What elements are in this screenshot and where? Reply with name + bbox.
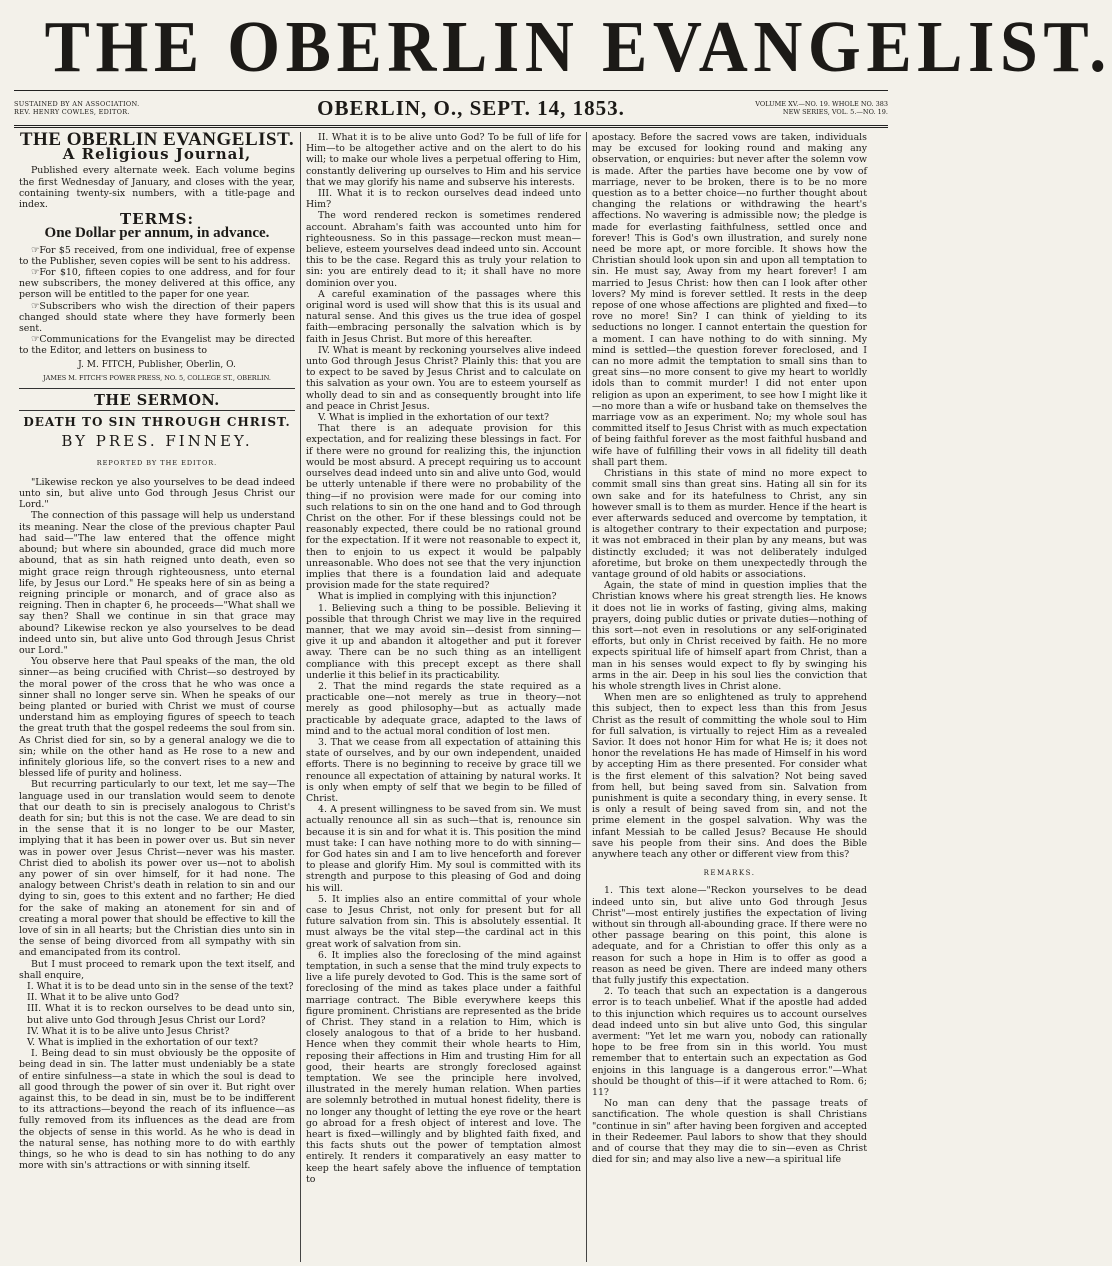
dateline — [14, 90, 888, 128]
enquiry-item: I. What it is to be dead unto sin in the sense of the text? — [27, 981, 294, 993]
enquiry-item: IV. What it is to be alive unto Jesus Christ? — [27, 1025, 230, 1037]
paragraph: Christians in this state of mind no more expect to commit small sins than great sins. Hating all sin for its own sake and for its hatefulness to Christ, any sin however small is to them as murder. Hence if the heart is ever afterwards seduced and overcome by temptation, it is altogether contrary to their expectation and purpose; it was not embraced in their plan by any means, but was distinctly excluded; it was not deliberately indulged aforetime, but broke on them unexpectedly through the vantage ground of old habits or associations. — [592, 468, 867, 580]
editor-line: REV. HENRY COWLES, EDITOR. — [14, 108, 130, 116]
paper-title: THE OBERLIN EVANGELIST. — [19, 129, 295, 150]
notice-item: ☞For $5 received, from one individual, free of expense to the Publisher, seven copies will be sent to his address. — [19, 244, 295, 267]
article-columns — [14, 129, 888, 1262]
enquiry-item: V. What is implied in the exhortation of our text? — [27, 1037, 259, 1049]
notice-item: ☞For $10, fifteen copies to one address, and for four new subscribers, the money delivered at this office, any person will be entitled to the paper for one year. — [19, 267, 295, 301]
paragraph: 4. A present willingness to be saved from sin. We must actually renounce all sin as such—that is, renounce sin because it is sin and for what it is. This position the mind must take: I can have nothing more to do with sinning—for God hates sin and I am to live henceforth and forever to please and glorify Him. My soul is committed with its strength and purpose to this pleasing of God and doing his will. — [306, 804, 581, 894]
paragraph: That there is an adequate provision for this expectation, and for realizing these blessings in fact. For if there were no ground for realizing this, the injunction would be most absurd. A precept requiring us to account ourselves dead indeed unto sin and alive unto God, would be utterly untenable if there were no probability of the thing—if no provision were made for our coming into such relations to sin on the one hand and to God through Christ on the other. For if these blessings could not be reasonably expected, there could be no rational ground for the expectation. If it were not reasonable to expect it, then to enjoin to us expect it would be palpably unreasonable. Who does not see that the very injunction implies that there is a foundation laid and adequate provision made for the state required? — [306, 423, 581, 592]
remarks-heading: REMARKS. — [703, 869, 756, 878]
notice-item: ☞Communications for the Evangelist may be directed to the Editor, and letters on business to — [19, 334, 295, 357]
enquiry-item: II. What it to be alive unto God? — [27, 992, 180, 1004]
paragraph: The connection of this passage will help us understand its meaning. Near the close of the previous chapter Paul had said—"The law entered that the offence might abound; but where sin abounded, grace did much more abound, that as sin hath reigned unto death, even so might grace reign through righteousness, unto eternal life, by Jesus our Lord." He speaks here of sin as being a reigning principle or monarch, and of grace also as reigning. Then in chapter 6, he proceeds—"What shall we say then? Shall we continue in sin that grace may abound? Likewise reckon ye also yourselves to be dead indeed unto sin, but alive unto God through Jesus Christ our Lord." — [19, 510, 295, 656]
paper-subtitle: A Religious Journal, — [62, 145, 252, 164]
paragraph: But recurring particularly to our text, let me say—The language used in our translation would seem to denote that our death to sin is precisely analogous to Christ's death for sin; but this is not the case. We are dead to sin in the sense that it is no longer to be our Master, implying that it has been in power over us. But sin never was in power over Jesus Christ—never was his master. Christ died to abolish its power over us—not to abolish any power of sin over himself, for it had none. The analogy between Christ's death in relation to sin and our dying to sin, goes to this extent and no farther; He died for the sake of making an atonement for sin and of creating a moral power that should be effective to kill the love of sin in all hearts; but the Christian dies unto sin in the sense of being divorced from all sympathy with sin and emancipated from its control. — [19, 779, 295, 959]
paragraph: 3. That we cease from all expectation of attaining this state of ourselves, and by our own independent, unaided efforts. There is no beginning to receive by grace till we renounce all expectation of attaining by natural works. It is only when empty of self that we begin to be filled of Christ. — [306, 736, 581, 804]
publication-intro: Published every alternate week. Each volume begins the first Wednesday of January, and closes with the year, containing twenty-six numbers, with a title-page and index. — [19, 165, 295, 211]
column-2 — [300, 132, 586, 1262]
printer-line: JAMES M. FITCH'S POWER PRESS, NO. 5, COLLEGE ST., OBERLIN. — [19, 373, 295, 389]
paragraph: IV. What is meant by reckoning yourselves alive indeed unto God through Jesus Christ? Plainly this: that you are to expect to be saved by Jesus Christ and to calculate on this salvation as your own. You are to esteem yourself as wholly dead to sin and as consequently brought into life and peace in Christ Jesus. — [306, 344, 581, 412]
paragraph: 1. Believing such a thing to be possible. Believing it possible that through Christ we may live in the required manner, that we may avoid sin—desist from sinning—give it up and abandon it altogether and put it forever away. There can be no such thing as an intelligent compliance with this precept except as there shall underlie it this belief in its practicability. — [306, 602, 581, 681]
association-line: SUSTAINED BY AN ASSOCIATION. — [14, 100, 140, 108]
terms-heading: TERMS: — [119, 210, 195, 229]
column-3 — [586, 132, 872, 1262]
paragraph: III. What it is to reckon ourselves dead indeed unto Him? — [306, 188, 581, 211]
publisher-signature: J. M. FITCH, Publisher, Oberlin, O. — [78, 359, 236, 370]
paragraph: But I must proceed to remark upon the text itself, and shall enquire, — [19, 958, 295, 981]
sermon-author: BY PRES. FINNEY. — [61, 432, 253, 451]
paragraph: V. What is implied in the exhortation of our text? — [318, 412, 550, 424]
paragraph: You observe here that Paul speaks of the man, the old sinner—as being crucified with Christ—so destroyed by the moral power of the cross that he who was once a sinner shall no longer serve sin. When he speaks of our being planted or buried with Christ we must of course understand him as employing figures of speech to teach the great truth that the gospel redeems the soul from sin. As Christ died for sin, so by a general analogy we die to sin; while on the other hand as He rose to a new and infinitely glorious life, so the convert rises to a new and blessed life of purity and holiness. — [19, 656, 295, 780]
paragraph: A careful examination of the passages where this original word is used will show that this is its usual and natural sense. And this gives us the true idea of gospel faith—embracing personally the salvation which is by faith in Jesus Christ. But more of this hereafter. — [306, 288, 581, 345]
sermon-title: DEATH TO SIN THROUGH CHRIST. — [23, 415, 291, 430]
paragraph: I. Being dead to sin must obviously be the opposite of being dead in sin. The latter must undeniably be a state of entire sinfulness—a state in which the soul is dead to all good through the power of sin over it. But right over against this, to be dead in sin, must be to be indifferent to its attractions—beyond the reach of its influence—as fully removed from its influences as the dead are from the objects of sense in this world. As he who is dead in the natural sense, has nothing more to do with earthly things, so he who is dead to sin has nothing to do any more with sin's attractions or with sinning itself. — [19, 1048, 295, 1172]
paragraph: What is implied in complying with this injunction? — [318, 591, 557, 603]
paragraph: When men are so enlightened as truly to apprehend this subject, then to expect less than this from Jesus Christ as the result of committing the whole soul to Him for full salvation, is virtually to reject Him as a revealed Savior. It does not honor Him for what He is; it does not honor the revelations He has made of Himself in his word by accepting Him as there presented. For consider what is the first element of this salvation? Not being saved from hell, but being saved from sin. Salvation from punishment is quite a secondary thing, in every sense. It is only a result of being saved from sin, and not the prime element in the gospel salvation. Why was the infant Messiah to be called Jesus? Because He should save his people from their sins. And does the Bible anywhere teach any other or different view from this? — [592, 692, 867, 860]
column-1 — [14, 129, 300, 1262]
paragraph: Again, the state of mind in question implies that the Christian knows where his great strength lies. He knows it does not lie in works of fasting, giving alms, making prayers, doing public duties or private duties—nothing of this sort—not even in resolutions or any self-originated efforts, but only in Christ received by faith. He no more expects spiritual life of himself apart from Christ, than a man in his senses would expect to fly by swinging his arms in the air. Deep in his soul lies the conviction that his whole strength lives in Christ alone. — [592, 580, 867, 692]
remark-item: 1. This text alone—"Reckon yourselves to be dead indeed unto sin, but alive unto God through Jesus Christ"—most entirely justifies the expectation of living without sin through all-abounding grace. If there were no other passage bearing on this point, this alone is adequate, and for a Christian to offer this only as a reason for such a hope in Him is to offer as good a reason as need be given. There are indeed many others that fully justify this expectation. — [592, 885, 867, 987]
remark-item: 2. To teach that such an expectation is a dangerous error is to teach unbelief. What if the apostle had added to this injunction which requires us to account ourselves dead indeed unto sin but alive unto God, this singular averment: "Yet let me warn you, nobody can rationally hope to be free from sin in this world. You must remember that to entertain such an expectation as God enjoins in this language is a dangerous error."—What should be thought of this—if it were attached to Rom. 6; 11? — [592, 986, 867, 1099]
masthead-title: THE OBERLIN EVANGELIST. — [44, 6, 1112, 87]
paragraph: 5. It implies also an entire committal of your whole case to Jesus Christ, not only for present but for all future salvation from sin. This is absolutely essential. It must always be the vital step—the cardinal act in this great work of salvation from sin. — [306, 893, 581, 950]
section-heading: THE SERMON. — [94, 392, 220, 410]
paragraph: 2. That the mind regards the state required as a practicable one—not merely as true in theory—not merely as good philosophy—but as actually made practicable by adequate grace, adapted to the laws of mind and to the actual moral condition of lost men. — [306, 680, 581, 737]
dateline-left — [14, 100, 254, 116]
scripture-text: "Likewise reckon ye also yourselves to be dead indeed unto sin, but alive unto God through Jesus Christ our Lord." — [19, 476, 295, 511]
dateline-date: OBERLIN, O., SEPT. 14, 1853. — [317, 95, 625, 120]
reported-by: REPORTED BY THE EDITOR. — [96, 458, 218, 467]
paragraph: II. What it is to be alive unto God? To be full of life for Him—to be altogether active and on the alert to do his will; to make our whole lives a perpetual offering to Him, constantly delivering up ourselves to Him and his service that we may glorify his name and subserve his interests. — [306, 132, 581, 188]
dateline-right — [688, 100, 888, 116]
subscription-price: One Dollar per annum, in advance. — [44, 225, 270, 242]
remark-item: No man can deny that the passage treats of sanctification. The whole question is shall Christians "continue in sin" after having been forgiven and accepted in their Redeemer. Paul labors to show that they should and of course that they may die to sin—even as Christ died for sin; and may also live a new—a spiritual life — [592, 1098, 867, 1166]
notice-item: ☞Subscribers who wish the direction of their papers changed should state where they have formerly been sent. — [19, 300, 295, 335]
enquiry-item: III. What it is to reckon ourselves to be dead unto sin, but alive unto God through Jesus Christ our Lord? — [27, 1003, 295, 1026]
paragraph: apostacy. Before the sacred vows are taken, individuals may be excused for looking round and making any observation, or enquiries: but never after the solemn vow is made. After the parties have become one by vow of marriage, never to be broken, there is to be no more question as to a better choice—no further thought about changing the relations or withdrawing the heart's affections. No wavering is admissible now; the pledge is made for everlasting faithfulness, settled once and forever! This is God's own illustration, and surely none need be more apt, or more forcible. It shows how the Christian should look upon sin and upon all temptation to sin. He must say, Away from my heart forever! I am married to Jesus Christ: how then can I look after other lovers? My mind is forever settled. It rests in the deep repose of one whose affections are plighted and fixed—to rove no more! Sin? I can think of yielding to its seductions no longer. I cannot entertain the question for a moment. I can have nothing to do with sinning. My mind is settled—the question forever foreclosed, and I can no more admit the temptation to small sins than to great sins—no more consent to give my heart to worldly idols than to commit murder! I did not enter upon religion as upon an experiment, to see how I might like it—no more than a wife or husband take on themselves the marriage vow as an experiment. No; my whole soul has committed itself to Jesus Christ with as much expectation of being faithful forever as the most faithful husband and wife have of fulfilling their vows in all fidelity till death shall part them. — [592, 132, 867, 468]
paragraph: The word rendered reckon is sometimes rendered account. Abraham's faith was accounted unto him for righteousness. So in this passage—reckon must mean—believe, esteem yourselves dead indeed unto sin. Account this to be the case. Regard this as truly your relation to sin: you are entirely dead to it; it shall have no more dominion over you. — [306, 210, 581, 289]
paragraph: 6. It implies also the foreclosing of the mind against temptation, in such a sense that the mind truly expects to live a life purely devoted to God. This is the same sort of foreclosing of the mind as takes place under a faithful marriage contract. The Bible everywhere keeps this figure prominent. Christians are represented as the bride of Christ. They stand in a relation to Him, which is closely analogous to that of a bride to her husband. Hence when they commit their whole hearts to Him, reposing their affections in Him and trusting Him for all good, their hearts are strongly foreclosed against temptation. We see the principle here involved, illustrated in the merely human relation. When parties are solemnly betrothed in mutual honest fidelity, there is no longer any thought of letting the eye rove or the heart go abroad for a fresh object of interest and love. The heart is fixed—willingly and by blighted faith fixed, and this facts shuts out the power of temptation almost entirely. It renders it comparatively an easy matter to keep the heart safely above the influence of temptation to — [306, 949, 581, 1185]
divider — [19, 410, 295, 411]
series-line: NEW SERIES, VOL. 5.—NO. 19. — [782, 108, 888, 116]
volume-line: VOLUME XV.—NO. 19. WHOLE NO. 383 — [755, 100, 888, 108]
